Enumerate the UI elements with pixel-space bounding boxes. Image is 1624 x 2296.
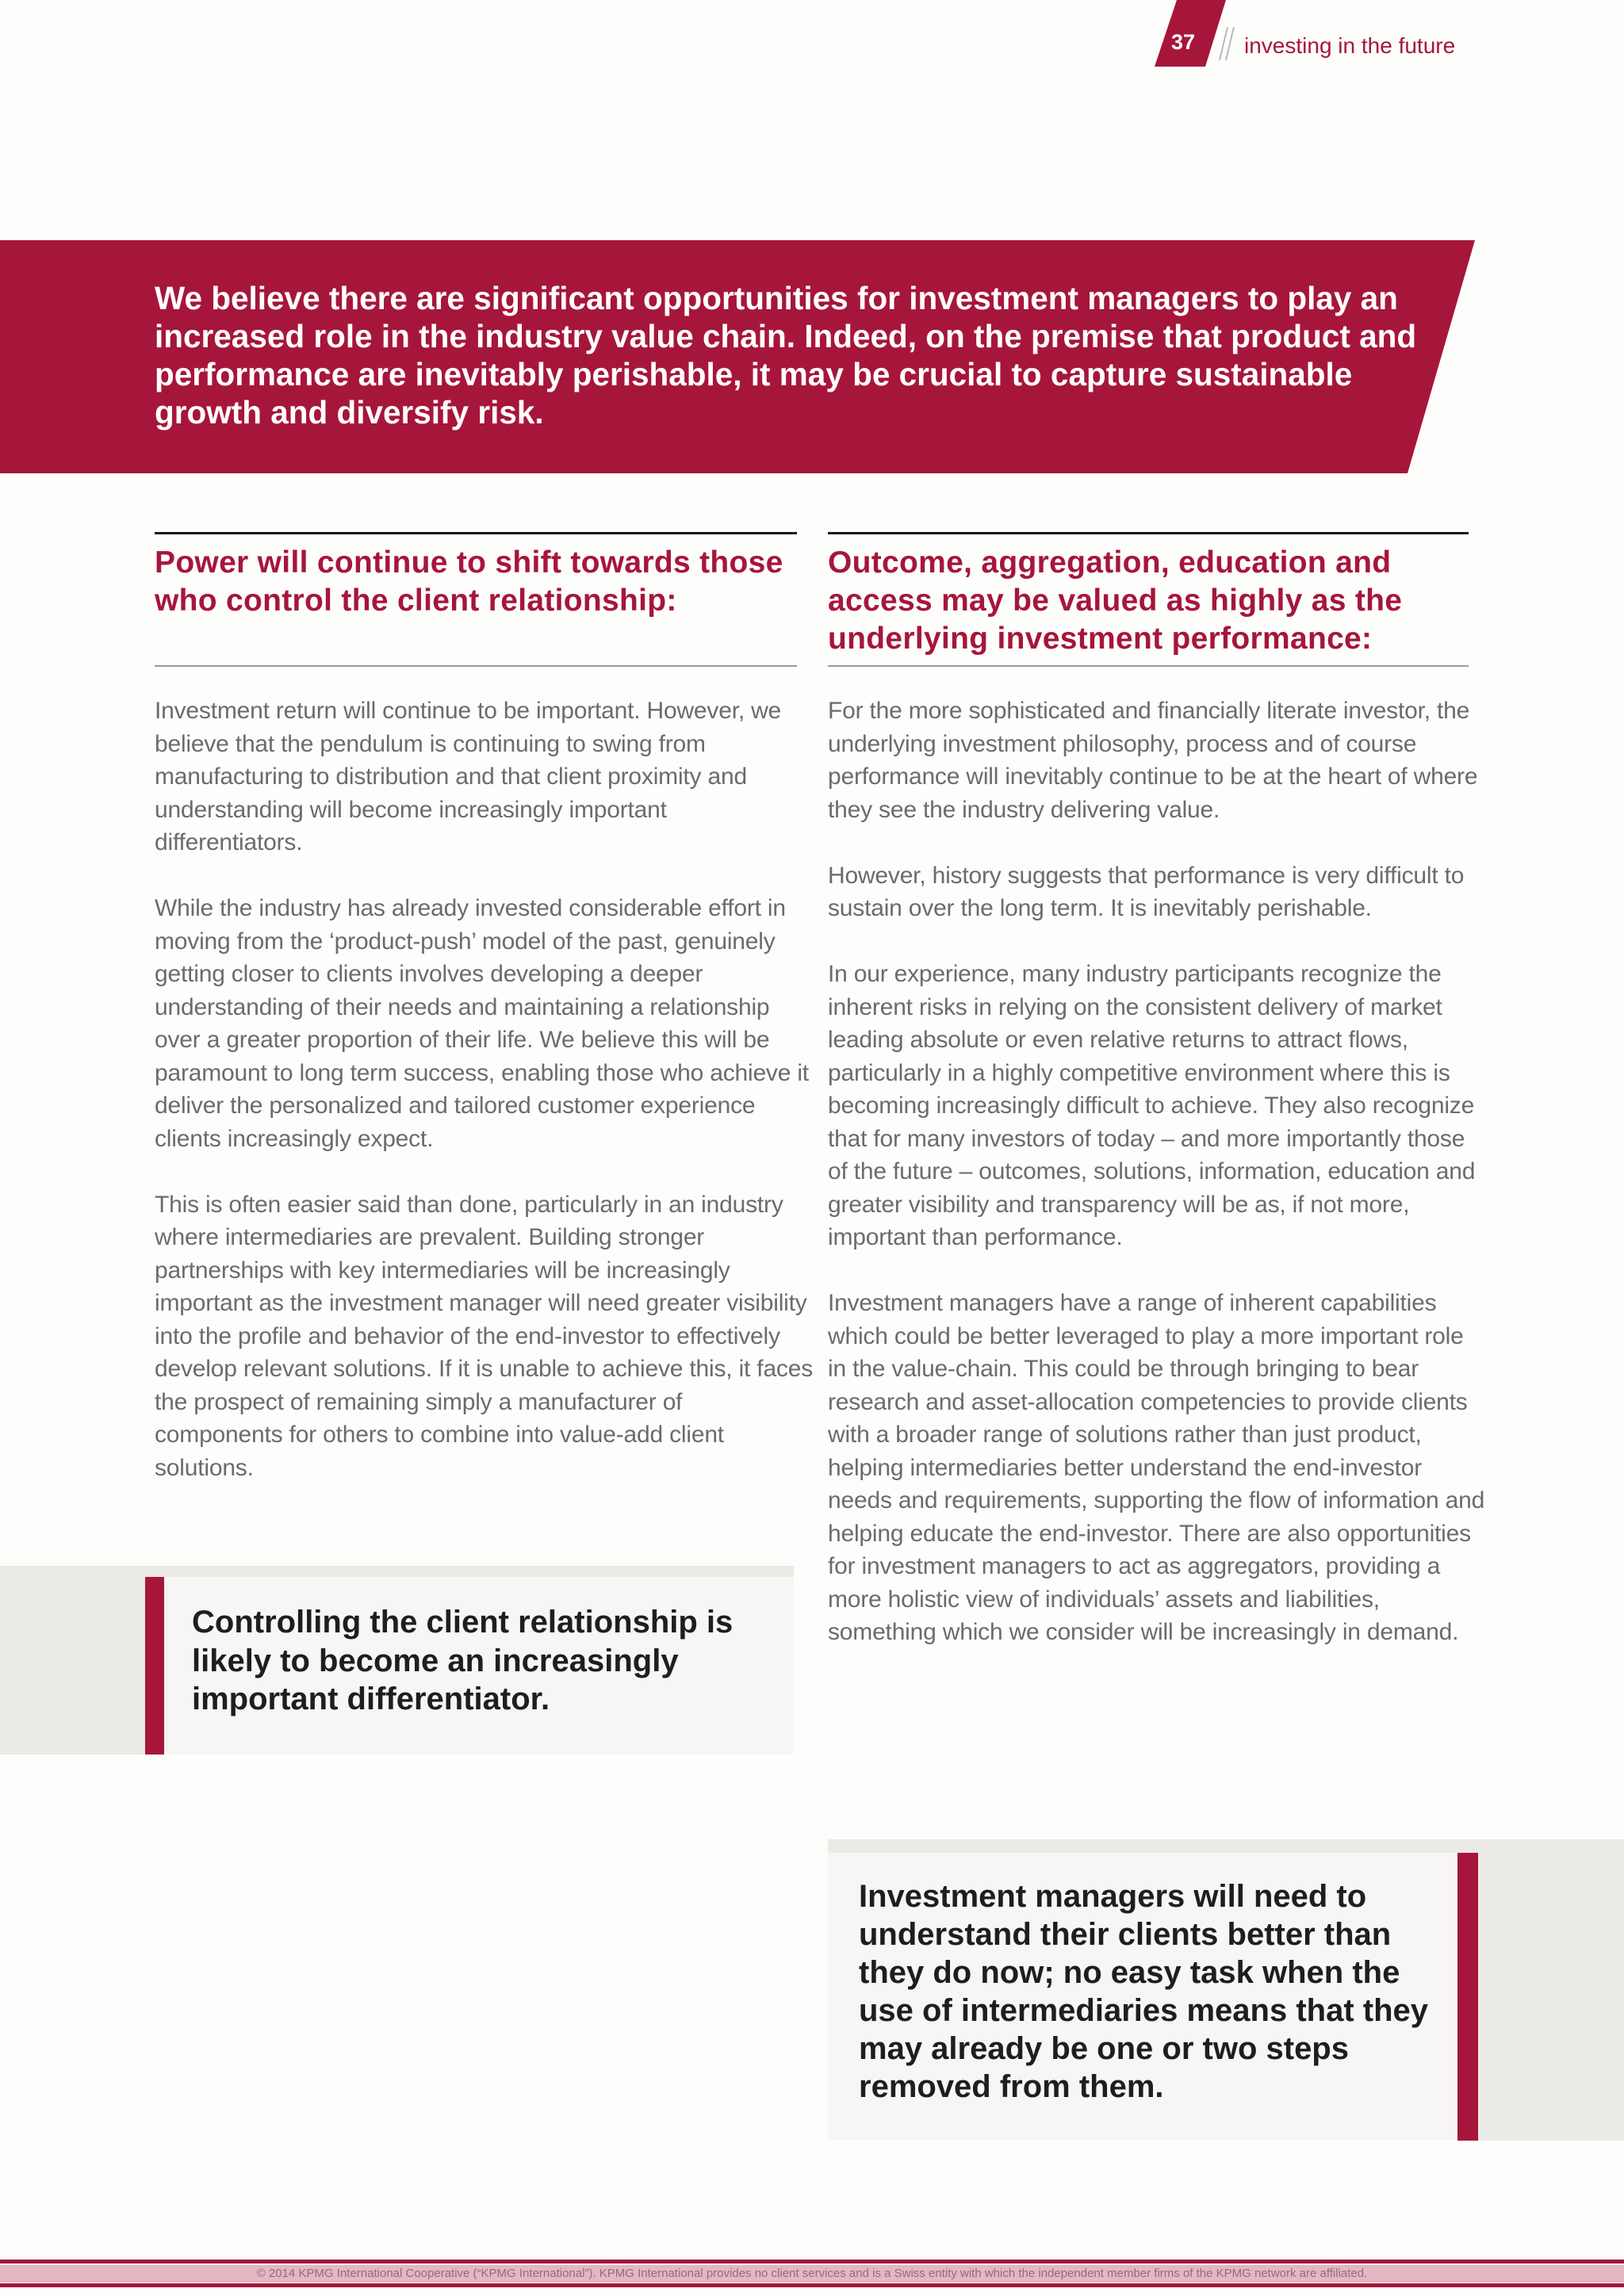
- right-heading-rule-bottom: [828, 665, 1469, 667]
- right-paragraph-3: In our experience, many industry participants recognize the inherent risks in relying on the consistent delivery of market leading absolute or even relative returns to attract flows, particularly in a highly competitive environment where this is becoming increasingly difficult to achieve. They also recognize that for many investors of today – and more importantly those of the future – outcomes, solutions, information, education and greater visibility and transparency will be as, if not more, important than performance.: [828, 961, 1476, 1250]
- double-slash-divider: [1218, 27, 1237, 60]
- left-paragraph-1: Investment return will continue to be important. However, we believe that the pendulum is continuing to swing from manufacturing to distribution and that client proximity and understanding will become increasingly important differentiators.: [155, 698, 782, 855]
- right-column-heading: Outcome, aggregation, education and access may be valued as highly as the underlying investment performance:: [828, 545, 1403, 656]
- footer-rule-top: [0, 2260, 1624, 2263]
- left-paragraph-3: This is often easier said than done, particularly in an industry where intermediaries are prevalent. Building stronger partnerships with key intermediaries will be increasingly important as the investment manager will need greater visibility into the profile and behavior of the end-investor to effectively develop relevant solutions. If it is unable to achieve this, it faces the prospect of remaining simply a manufacturer of components for others to combine into value-add client solutions.: [155, 1191, 814, 1481]
- running-title: investing in the future: [1244, 33, 1456, 58]
- intro-banner-text: We believe there are significant opportunities for investment managers to play an increased role in the industry value chain. Indeed, on the premise that product and performance are inevitably perishable, it may be crucial to capture sustainable growth and diversify risk.: [155, 280, 1417, 430]
- right-column-body: [828, 695, 1486, 1682]
- footer-rule-bottom: [0, 2283, 1624, 2287]
- right-paragraph-4: Investment managers have a range of inherent capabilities which could be better leveraged to play a more important role in the value-chain. This could be through bringing to bear research and asset-allocation competencies to provide clients with a broader range of solutions rather than just product, helping intermediaries better understand the end-investor needs and requirements, supporting the flow of information and helping educate the end-investor. There are also opportunities for investment managers to act as aggregators, providing a more holistic view of individuals’ assets and liabilities, something which we consider will be increasingly in demand.: [828, 1290, 1485, 1645]
- footer-copyright: © 2014 KPMG International Cooperative (“KPMG International”). KPMG International provides no client services and is a Swiss entity with which the independent member firms of the KPMG network are affiliated.: [256, 2267, 1368, 2280]
- left-heading-rule-bottom: [155, 665, 797, 667]
- right-paragraph-2: However, history suggests that performance is very difficult to sustain over the long term. It is inevitably perishable.: [828, 862, 1465, 921]
- page-number: 37: [1170, 30, 1196, 54]
- left-pull-quote-accent-bar: [145, 1577, 164, 1755]
- right-pull-quote-accent-bar: [1457, 1853, 1478, 2141]
- left-heading-rule-top: [155, 532, 797, 534]
- right-paragraph-1: For the more sophisticated and financially literate investor, the underlying investment philosophy, process and of course performance will inevitably continue to be at the heart of where they see the industry delivering value.: [828, 698, 1478, 823]
- left-column-heading: Power will continue to shift towards those who control the client relationship:: [155, 545, 783, 618]
- right-heading-rule-top: [828, 532, 1469, 534]
- left-pull-quote-text: Controlling the client relationship is likely to become an increasingly important differentiator.: [192, 1605, 733, 1716]
- left-paragraph-2: While the industry has already invested considerable effort in moving from the ‘product-push’ model of the past, genuinely getting closer to clients involves developing a deeper understanding of their needs and maintaining a relationship over a greater proportion of their life. We believe this will be paramount to long term success, enabling those who achieve it deliver the personalized and tailored customer experience clients increasingly expect.: [155, 895, 809, 1152]
- right-pull-quote-text: Investment managers will need to understand their clients better than they do now; no easy task when the use of intermediaries means that they may already be one or two steps removed from them.: [859, 1879, 1429, 2104]
- left-column-body: [155, 695, 813, 1517]
